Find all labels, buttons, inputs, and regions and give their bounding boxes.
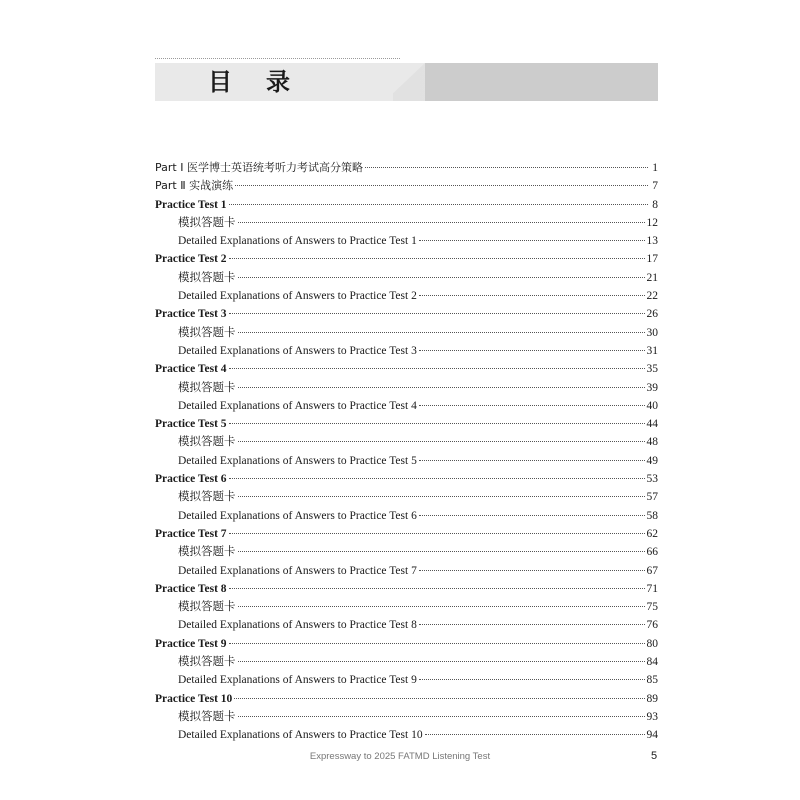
toc-entry-label: Detailed Explanations of Answers to Practice Test 2 xyxy=(178,290,417,303)
toc-entry[interactable] xyxy=(155,708,658,726)
toc-entry-label: Detailed Explanations of Answers to Practice Test 8 xyxy=(178,619,417,632)
toc-entry-label: 模拟答题卡 xyxy=(178,381,236,394)
toc-entry-label: 模拟答题卡 xyxy=(178,326,236,339)
toc-entry[interactable] xyxy=(155,177,658,195)
toc-entry[interactable] xyxy=(155,452,658,470)
toc-entry-page: 17 xyxy=(646,253,658,266)
toc-entry-label: 模拟答题卡 xyxy=(178,436,236,449)
toc-entry-label: Practice Test 6 xyxy=(155,473,227,486)
toc-entry-label: Detailed Explanations of Answers to Practice Test 6 xyxy=(178,509,417,522)
toc-leader-dots xyxy=(238,440,645,442)
toc-entry-label: 模拟答题卡 xyxy=(178,656,236,669)
toc-entry-label: Practice Test 2 xyxy=(155,253,227,266)
toc-entry-page: 58 xyxy=(646,509,658,522)
toc-leader-dots xyxy=(419,404,645,406)
header-band-dark xyxy=(425,63,658,101)
toc-entry[interactable] xyxy=(155,507,658,525)
toc-leader-dots xyxy=(419,514,645,516)
toc-entry-label: Detailed Explanations of Answers to Practice Test 1 xyxy=(178,235,417,248)
toc-leader-dots xyxy=(238,715,645,717)
toc-entry-label: Practice Test 9 xyxy=(155,637,227,650)
toc-entry-page: 31 xyxy=(646,344,658,357)
toc-entry-page: 76 xyxy=(646,619,658,632)
toc-entry[interactable] xyxy=(155,433,658,451)
toc-leader-dots xyxy=(229,312,645,314)
header-band-slant xyxy=(385,63,425,101)
toc-entry[interactable] xyxy=(155,250,658,268)
toc-entry[interactable] xyxy=(155,214,658,232)
toc-entry-label: Practice Test 10 xyxy=(155,692,233,705)
toc-entry-page: 39 xyxy=(646,381,658,394)
toc-entry-page: 1 xyxy=(652,162,658,174)
toc-entry-page: 75 xyxy=(646,601,658,614)
toc-entry-label: Practice Test 1 xyxy=(155,198,227,211)
toc-leader-dots xyxy=(238,550,645,552)
toc-entry-page: 71 xyxy=(646,582,658,595)
toc-entry[interactable] xyxy=(155,580,658,598)
toc-leader-dots xyxy=(229,367,645,369)
toc-entry-label: 模拟答题卡 xyxy=(178,710,236,723)
toc-entry-label: 模拟答题卡 xyxy=(178,216,236,229)
toc-entry-page: 49 xyxy=(646,454,658,467)
toc-entry-page: 53 xyxy=(646,473,658,486)
toc-entry-label: Detailed Explanations of Answers to Practice Test 5 xyxy=(178,454,417,467)
toc-leader-dots xyxy=(238,386,645,388)
toc-leader-dots xyxy=(229,642,645,644)
toc-entry[interactable] xyxy=(155,196,658,214)
toc-leader-dots xyxy=(229,203,648,205)
toc-leader-dots xyxy=(419,459,645,461)
toc-entry[interactable] xyxy=(155,397,658,415)
toc-leader-dots xyxy=(229,587,645,589)
toc-entry-label: Practice Test 4 xyxy=(155,363,227,376)
toc-leader-dots xyxy=(238,331,645,333)
toc-entry-label: Practice Test 5 xyxy=(155,418,227,431)
toc-entry[interactable] xyxy=(155,232,658,250)
toc-entry-page: 62 xyxy=(646,527,658,540)
toc-entry-page: 84 xyxy=(646,656,658,669)
toc-entry-page: 26 xyxy=(646,308,658,321)
toc-leader-dots xyxy=(419,349,645,351)
toc-entry[interactable] xyxy=(155,360,658,378)
toc-entry-page: 21 xyxy=(646,271,658,284)
toc-entry[interactable] xyxy=(155,690,658,708)
toc-leader-dots xyxy=(419,239,645,241)
toc-entry-label: Part Ⅰ 医学博士英语统考听力考试高分策略 xyxy=(155,161,363,174)
toc-leader-dots xyxy=(238,276,645,278)
toc-entry-page: 80 xyxy=(646,637,658,650)
toc-entry-label: Practice Test 3 xyxy=(155,308,227,321)
toc-entry-page: 67 xyxy=(646,564,658,577)
toc-entry[interactable] xyxy=(155,269,658,287)
toc-entry-label: Practice Test 8 xyxy=(155,582,227,595)
toc-leader-dots xyxy=(419,623,645,625)
toc-entry-page: 57 xyxy=(646,491,658,504)
toc-leader-dots xyxy=(229,422,645,424)
toc-entry-page: 40 xyxy=(646,399,658,412)
toc-entry[interactable] xyxy=(155,488,658,506)
toc-leader-dots xyxy=(365,166,648,168)
toc-entry[interactable] xyxy=(155,671,658,689)
toc-entry-page: 44 xyxy=(646,418,658,431)
table-of-contents xyxy=(155,159,658,745)
footer-page-number: 5 xyxy=(651,750,658,762)
toc-entry-page: 30 xyxy=(646,326,658,339)
toc-entry-page: 13 xyxy=(646,235,658,248)
toc-entry[interactable] xyxy=(155,305,658,323)
toc-entry-page: 89 xyxy=(646,692,658,705)
toc-entry-label: 模拟答题卡 xyxy=(178,271,236,284)
toc-leader-dots xyxy=(238,221,645,223)
toc-leader-dots xyxy=(238,495,645,497)
toc-leader-dots xyxy=(229,477,645,479)
footer-book-title: Expressway to 2025 FATMD Listening Test xyxy=(309,751,491,762)
toc-entry-page: 48 xyxy=(646,436,658,449)
toc-entry[interactable] xyxy=(155,635,658,653)
toc-entry-page: 85 xyxy=(646,674,658,687)
toc-leader-dots xyxy=(229,532,645,534)
toc-entry-page: 8 xyxy=(652,198,658,211)
toc-entry-page: 7 xyxy=(652,180,658,193)
toc-entry-label: 模拟答题卡 xyxy=(178,601,236,614)
toc-entry[interactable] xyxy=(155,616,658,634)
toc-entry[interactable] xyxy=(155,726,658,744)
toc-leader-dots xyxy=(419,569,645,571)
toc-entry[interactable] xyxy=(155,379,658,397)
toc-entry[interactable] xyxy=(155,342,658,360)
toc-entry-label: Part Ⅱ 实战演练 xyxy=(155,179,234,193)
toc-entry[interactable] xyxy=(155,543,658,561)
toc-entry-page: 93 xyxy=(646,710,658,723)
toc-leader-dots xyxy=(419,678,645,680)
toc-entry-label: Detailed Explanations of Answers to Practice Test 10 xyxy=(178,729,423,742)
toc-entry-page: 94 xyxy=(646,729,658,742)
toc-leader-dots xyxy=(235,184,648,186)
toc-entry-label: Detailed Explanations of Answers to Practice Test 9 xyxy=(178,674,417,687)
toc-entry[interactable] xyxy=(155,159,658,177)
toc-leader-dots xyxy=(425,733,645,735)
toc-entry-label: 模拟答题卡 xyxy=(178,491,236,504)
toc-entry-page: 22 xyxy=(646,290,658,303)
toc-entry[interactable] xyxy=(155,598,658,616)
toc-entry-page: 66 xyxy=(646,546,658,559)
toc-entry[interactable] xyxy=(155,415,658,433)
toc-leader-dots xyxy=(229,257,645,259)
toc-entry[interactable] xyxy=(155,525,658,543)
toc-leader-dots xyxy=(238,605,645,607)
toc-entry-label: Practice Test 7 xyxy=(155,527,227,540)
toc-entry-label: 模拟答题卡 xyxy=(178,546,236,559)
toc-entry-page: 35 xyxy=(646,363,658,376)
toc-entry[interactable] xyxy=(155,562,658,580)
toc-leader-dots xyxy=(238,660,645,662)
toc-entry-label: Detailed Explanations of Answers to Practice Test 7 xyxy=(178,564,417,577)
toc-entry[interactable] xyxy=(155,653,658,671)
toc-entry[interactable] xyxy=(155,470,658,488)
toc-entry[interactable] xyxy=(155,287,658,305)
toc-entry-label: Detailed Explanations of Answers to Practice Test 4 xyxy=(178,399,417,412)
toc-entry-label: Detailed Explanations of Answers to Practice Test 3 xyxy=(178,344,417,357)
toc-entry-page: 12 xyxy=(646,216,658,229)
page-title: 目录 xyxy=(208,68,324,96)
toc-entry[interactable] xyxy=(155,324,658,342)
toc-leader-dots xyxy=(419,294,645,296)
toc-leader-dots xyxy=(234,697,644,699)
